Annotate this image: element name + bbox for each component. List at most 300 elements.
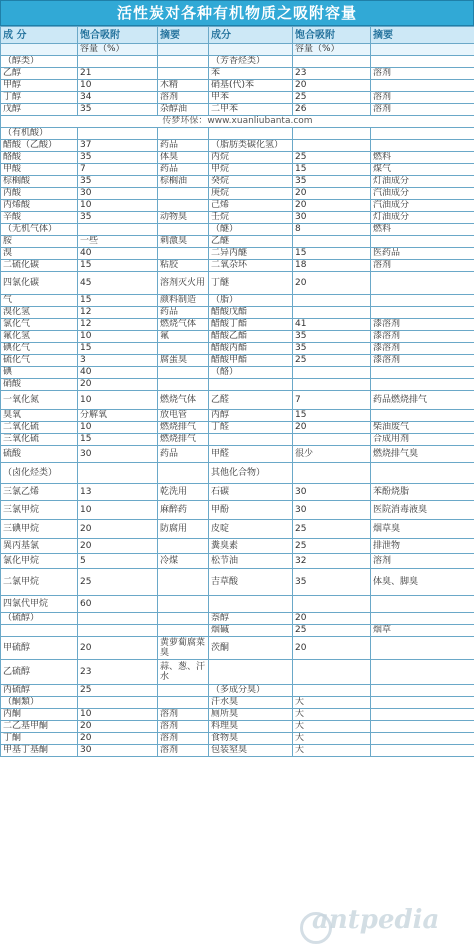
table-cell: 二氯甲烷: [1, 569, 78, 596]
table-cell: 甲酚: [209, 501, 293, 520]
table-cell: 丙烯酸: [1, 200, 78, 212]
table-cell: 包装窒臭: [209, 745, 293, 757]
table-cell: 15: [293, 410, 371, 422]
table-cell: 25: [293, 539, 371, 554]
table-cell: 40: [78, 367, 158, 379]
table-cell: 溶剂: [158, 733, 209, 745]
table-cell: （芳香烃类）: [209, 56, 293, 68]
table-cell: 35: [293, 331, 371, 343]
table-cell: 硝基(代)苯: [209, 80, 293, 92]
table-cell: 23: [293, 68, 371, 80]
table-cell: [158, 128, 209, 140]
table-cell: 8: [293, 224, 371, 236]
table-cell: [158, 539, 209, 554]
table-cell: 很少: [293, 446, 371, 463]
table-cell: 燃料: [371, 152, 474, 164]
table-cell: [293, 140, 371, 152]
table-cell: 20: [78, 520, 158, 539]
table-cell: （醇类）: [1, 56, 78, 68]
table-cell: [78, 613, 158, 625]
table-cell: 腐蛋臭: [158, 355, 209, 367]
table-cell: 大: [293, 709, 371, 721]
table-cell: [371, 709, 474, 721]
table-cell: 四氯代甲烷: [1, 596, 78, 613]
table-cell: 碘: [1, 367, 78, 379]
table-cell: 26: [293, 104, 371, 116]
table-cell: （酮類）: [1, 697, 78, 709]
table-cell: 20: [293, 188, 371, 200]
table-row: [1, 484, 474, 501]
table-cell: 蒜、葱、汗水: [158, 660, 209, 685]
table-cell: [371, 307, 474, 319]
table-cell: 丙醇: [209, 410, 293, 422]
brand-watermark: antpedia: [312, 905, 440, 935]
table-cell: [158, 200, 209, 212]
table-cell: [371, 410, 474, 422]
header-cell: 摘要: [158, 27, 209, 44]
table-cell: [293, 295, 371, 307]
table-cell: 氟化氢: [1, 331, 78, 343]
table-cell: [78, 224, 158, 236]
table-cell: 5: [78, 554, 158, 569]
table-cell: 35: [78, 176, 158, 188]
header-cell: 饱合吸附: [78, 27, 158, 44]
table-cell: [371, 236, 474, 248]
table-cell: 甲硫醇: [1, 637, 78, 660]
table-row: [1, 697, 474, 709]
table-cell: 大: [293, 721, 371, 733]
table-cell: 20: [293, 637, 371, 660]
table-cell: 20: [293, 272, 371, 295]
table-cell: 合成用剂: [371, 434, 474, 446]
table-cell: 醋酸丁酯: [209, 319, 293, 331]
table-cell: [371, 745, 474, 757]
table-cell: [371, 367, 474, 379]
table-cell: 乙硫醇: [1, 660, 78, 685]
table-cell: 35: [293, 176, 371, 188]
table-cell: （有机酸）: [1, 128, 78, 140]
table-cell: [158, 379, 209, 391]
table-cell: 異丙基氯: [1, 539, 78, 554]
table-cell: 丙硫醇: [1, 685, 78, 697]
table-cell: [293, 463, 371, 484]
table-cell: 体臭: [158, 152, 209, 164]
table-cell: [158, 685, 209, 697]
table-row: [1, 721, 474, 733]
table-cell: 木精: [158, 80, 209, 92]
table-cell: 35: [293, 569, 371, 596]
table-cell: 溶剂: [158, 721, 209, 733]
table-cell: （脂）: [209, 295, 293, 307]
table-cell: 汽油成分: [371, 200, 474, 212]
table-cell: 溶剂灭火用: [158, 272, 209, 295]
table-cell: [293, 307, 371, 319]
table-cell: 甲醛: [209, 446, 293, 463]
table-cell: 厕所臭: [209, 709, 293, 721]
table-row: [1, 379, 474, 391]
table-cell: （多成分臭）: [209, 685, 293, 697]
table-row: [1, 128, 474, 140]
table-cell: [371, 721, 474, 733]
table-cell: 一些: [78, 236, 158, 248]
table-cell: 醋酸乙酯: [209, 331, 293, 343]
table-cell: 其他化合物）: [209, 463, 293, 484]
table-row: [1, 434, 474, 446]
table-cell: 药品燃烧排气: [371, 391, 474, 410]
table-cell: 21: [78, 68, 158, 80]
table-cell: 黄萝蔔腐菜臭: [158, 637, 209, 660]
table-cell: [371, 272, 474, 295]
table-cell: [158, 613, 209, 625]
table-cell: [371, 637, 474, 660]
table-row: [1, 319, 474, 331]
table-cell: 乙醇: [1, 68, 78, 80]
table-cell: [78, 56, 158, 68]
table-row: [1, 613, 474, 625]
table-row: [1, 410, 474, 422]
table-cell: 颜料制造: [158, 295, 209, 307]
table-cell: 15: [293, 164, 371, 176]
table-cell: （酪）: [209, 367, 293, 379]
table-cell: 10: [78, 80, 158, 92]
table-cell: [209, 128, 293, 140]
table-cell: 20: [293, 613, 371, 625]
table-cell: 药品: [158, 140, 209, 152]
table-cell: 大: [293, 733, 371, 745]
table-cell: 大: [293, 745, 371, 757]
table-row: [1, 272, 474, 295]
table-row: [1, 422, 474, 434]
table-cell: 甲酸: [1, 164, 78, 176]
table-cell: 硫化气: [1, 355, 78, 367]
table-cell: 石碳: [209, 484, 293, 501]
table-cell: 茨酮: [209, 637, 293, 660]
table-cell: [293, 660, 371, 685]
table-cell: [78, 128, 158, 140]
table-row: [1, 463, 474, 484]
table-cell: [158, 367, 209, 379]
table-cell: 氟: [158, 331, 209, 343]
table-cell: 10: [78, 501, 158, 520]
table-cell: 烟草臭: [371, 520, 474, 539]
table-cell: 20: [293, 80, 371, 92]
table-cell: [209, 379, 293, 391]
table-cell: 二硫化碳: [1, 260, 78, 272]
table-row: [1, 260, 474, 272]
table-cell: 15: [78, 343, 158, 355]
table-cell: 30: [78, 745, 158, 757]
table-cell: 燃烧气体: [158, 391, 209, 410]
table-row: [1, 307, 474, 319]
table-cell: 氯化甲烷: [1, 554, 78, 569]
table-cell: 10: [78, 200, 158, 212]
table-cell: 35: [78, 152, 158, 164]
table-row: [1, 745, 474, 757]
table-cell: 丙酸: [1, 188, 78, 200]
table-cell: [158, 56, 209, 68]
table-cell: 碘化气: [1, 343, 78, 355]
table-cell: [1, 625, 78, 637]
table-cell: 气: [1, 295, 78, 307]
table-cell: 溴化氢: [1, 307, 78, 319]
table-cell: 丁醛: [209, 422, 293, 434]
table-cell: 30: [293, 212, 371, 224]
table-row: [1, 733, 474, 745]
table-cell: 10: [78, 709, 158, 721]
table-cell: [371, 685, 474, 697]
table-row: [1, 446, 474, 463]
table-cell: 放电管: [158, 410, 209, 422]
table-cell: [293, 379, 371, 391]
table-cell: 25: [293, 625, 371, 637]
table-cell: 30: [78, 446, 158, 463]
table-row: [1, 331, 474, 343]
table-cell: 冷煤: [158, 554, 209, 569]
table-cell: [371, 56, 474, 68]
table-cell: 醋酸戊酯: [209, 307, 293, 319]
table-cell: [371, 80, 474, 92]
table-row: [1, 164, 474, 176]
table-cell: 医院消毒液臭: [371, 501, 474, 520]
table-cell: 20: [293, 200, 371, 212]
table-cell: [293, 596, 371, 613]
table-cell: [78, 463, 158, 484]
table-cell: 药品: [158, 164, 209, 176]
table-cell: 35: [293, 343, 371, 355]
table-cell: 容量（%）: [78, 44, 158, 56]
site-watermark-row: [1, 116, 474, 128]
table-cell: 二氧化硫: [1, 422, 78, 434]
table-row: [1, 92, 474, 104]
table-row: [1, 343, 474, 355]
table-cell: 二乙基甲酮: [1, 721, 78, 733]
table-row: [1, 152, 474, 164]
table-row: [1, 596, 474, 613]
table-cell: 13: [78, 484, 158, 501]
table-cell: [158, 224, 209, 236]
table-cell: 35: [78, 212, 158, 224]
table-cell: 棕榈酸: [1, 176, 78, 188]
table-cell: 氯化气: [1, 319, 78, 331]
table-cell: 醋酸（乙酸）: [1, 140, 78, 152]
table-cell: 20: [78, 637, 158, 660]
table-cell: [1, 44, 78, 56]
table-cell: （无机气体）: [1, 224, 78, 236]
table-cell: 34: [78, 92, 158, 104]
table-row: [1, 188, 474, 200]
table-cell: 丁酮: [1, 733, 78, 745]
table-cell: 漆溶剂: [371, 343, 474, 355]
table-cell: 溶剂: [371, 260, 474, 272]
table-cell: [158, 248, 209, 260]
table-cell: 丙烷: [209, 152, 293, 164]
table-cell: [371, 379, 474, 391]
table-cell: [293, 367, 371, 379]
table-cell: 溶剂: [158, 92, 209, 104]
table-cell: 25: [293, 92, 371, 104]
table-cell: 漆溶剂: [371, 355, 474, 367]
table-cell: 烟草: [371, 625, 474, 637]
adsorption-table: [0, 26, 474, 757]
table-cell: 松节油: [209, 554, 293, 569]
table-cell: [209, 44, 293, 56]
table-cell: 溶剂: [371, 104, 474, 116]
table-cell: [371, 44, 474, 56]
table-cell: 10: [78, 331, 158, 343]
table-cell: 醋酸甲酯: [209, 355, 293, 367]
table-cell: 硝酸: [1, 379, 78, 391]
table-cell: 燃烧排气: [158, 422, 209, 434]
table-cell: 丙酮: [1, 709, 78, 721]
table-cell: 汽油成分: [371, 188, 474, 200]
header-cell: 摘要: [371, 27, 474, 44]
table-cell: 乙醛: [209, 391, 293, 410]
table-cell: 甲醇: [1, 80, 78, 92]
table-cell: 汗水臭: [209, 697, 293, 709]
table-cell: 三氧化硫: [1, 434, 78, 446]
table-cell: [293, 128, 371, 140]
table-cell: 20: [78, 379, 158, 391]
table-row: [1, 80, 474, 92]
table-cell: 三碘甲烷: [1, 520, 78, 539]
table-cell: 一氧化氮: [1, 391, 78, 410]
table-row: [1, 56, 474, 68]
table-cell: 臭氧: [1, 410, 78, 422]
table-cell: 萘醇: [209, 613, 293, 625]
table-cell: 庚烷: [209, 188, 293, 200]
table-cell: 15: [293, 248, 371, 260]
table-cell: 18: [293, 260, 371, 272]
table-cell: 溶剂: [158, 745, 209, 757]
table-cell: 溶剂: [158, 709, 209, 721]
table-cell: 40: [78, 248, 158, 260]
table-cell: [293, 434, 371, 446]
table-cell: [371, 295, 474, 307]
table-cell: [371, 596, 474, 613]
table-cell: 12: [78, 307, 158, 319]
table-cell: 灯油成分: [371, 212, 474, 224]
table-cell: 燃烧气体: [158, 319, 209, 331]
table-cell: [371, 128, 474, 140]
table-cell: 体臭、脚臭: [371, 569, 474, 596]
table-cell: 容量（%）: [293, 44, 371, 56]
table-cell: 苯酚烧脂: [371, 484, 474, 501]
table-cell: 戊醇: [1, 104, 78, 116]
table-cell: 硫酸: [1, 446, 78, 463]
table-cell: [371, 733, 474, 745]
table-cell: 苯: [209, 68, 293, 80]
table-cell: 10: [78, 391, 158, 410]
site-watermark: 传梦环保：www.xuanliubanta.com: [1, 116, 474, 128]
table-cell: 吉草酸: [209, 569, 293, 596]
table-cell: 棕榈油: [158, 176, 209, 188]
table-row: [1, 709, 474, 721]
table-cell: 燃烧排气: [158, 434, 209, 446]
table-cell: 10: [78, 422, 158, 434]
table-cell: [293, 685, 371, 697]
table-cell: 杂醇油: [158, 104, 209, 116]
table-row: [1, 212, 474, 224]
table-row: [1, 44, 474, 56]
table-cell: （脂肪类碳化氢）: [209, 140, 293, 152]
table-cell: 排泄物: [371, 539, 474, 554]
table-cell: [158, 68, 209, 80]
table-cell: 煤气: [371, 164, 474, 176]
header-cell: 成分: [209, 27, 293, 44]
table-cell: 25: [78, 685, 158, 697]
table-cell: 45: [78, 272, 158, 295]
table-cell: [371, 463, 474, 484]
table-row: [1, 569, 474, 596]
table-row: [1, 391, 474, 410]
table-cell: 食物臭: [209, 733, 293, 745]
table-cell: [209, 596, 293, 613]
table-cell: 25: [293, 152, 371, 164]
table-cell: [293, 56, 371, 68]
table-cell: 醋酸丙酯: [209, 343, 293, 355]
table-cell: 酪酸: [1, 152, 78, 164]
table-cell: 三氯乙烯: [1, 484, 78, 501]
table-cell: [371, 613, 474, 625]
table-row: [1, 104, 474, 116]
table-row: [1, 68, 474, 80]
table-cell: [371, 140, 474, 152]
table-cell: 动物臭: [158, 212, 209, 224]
table-cell: 25: [293, 520, 371, 539]
table-cell: 乙醚: [209, 236, 293, 248]
table-cell: 30: [293, 501, 371, 520]
table-cell: 药品: [158, 446, 209, 463]
table-cell: [158, 44, 209, 56]
header-cell: 成 分: [1, 27, 78, 44]
table-cell: 溴: [1, 248, 78, 260]
table-row: [1, 236, 474, 248]
table-cell: 燃料: [371, 224, 474, 236]
table-cell: 烟碱: [209, 625, 293, 637]
table-row: [1, 539, 474, 554]
table-cell: 23: [78, 660, 158, 685]
table-cell: 甲苯: [209, 92, 293, 104]
table-cell: 甲烷: [209, 164, 293, 176]
table-row: [1, 295, 474, 307]
table-cell: [158, 188, 209, 200]
table-row: [1, 355, 474, 367]
table-row: [1, 248, 474, 260]
table-cell: 四氯化碳: [1, 272, 78, 295]
table-cell: 二异丙醚: [209, 248, 293, 260]
table-row: [1, 200, 474, 212]
table-cell: 刺激臭: [158, 236, 209, 248]
table-cell: 医药品: [371, 248, 474, 260]
table-cell: 37: [78, 140, 158, 152]
table-cell: 30: [78, 188, 158, 200]
table-cell: [158, 569, 209, 596]
table-cell: 漆溶剂: [371, 331, 474, 343]
table-row: [1, 685, 474, 697]
table-cell: 溶剂: [371, 554, 474, 569]
table-cell: [78, 625, 158, 637]
table-cell: [209, 434, 293, 446]
table-cell: 丁醚: [209, 272, 293, 295]
table-cell: [158, 463, 209, 484]
table-cell: 60: [78, 596, 158, 613]
table-row: [1, 501, 474, 520]
table-row: [1, 625, 474, 637]
table-cell: 41: [293, 319, 371, 331]
table-cell: 柴油废气: [371, 422, 474, 434]
table-cell: [371, 697, 474, 709]
table-cell: 二氧杂环: [209, 260, 293, 272]
